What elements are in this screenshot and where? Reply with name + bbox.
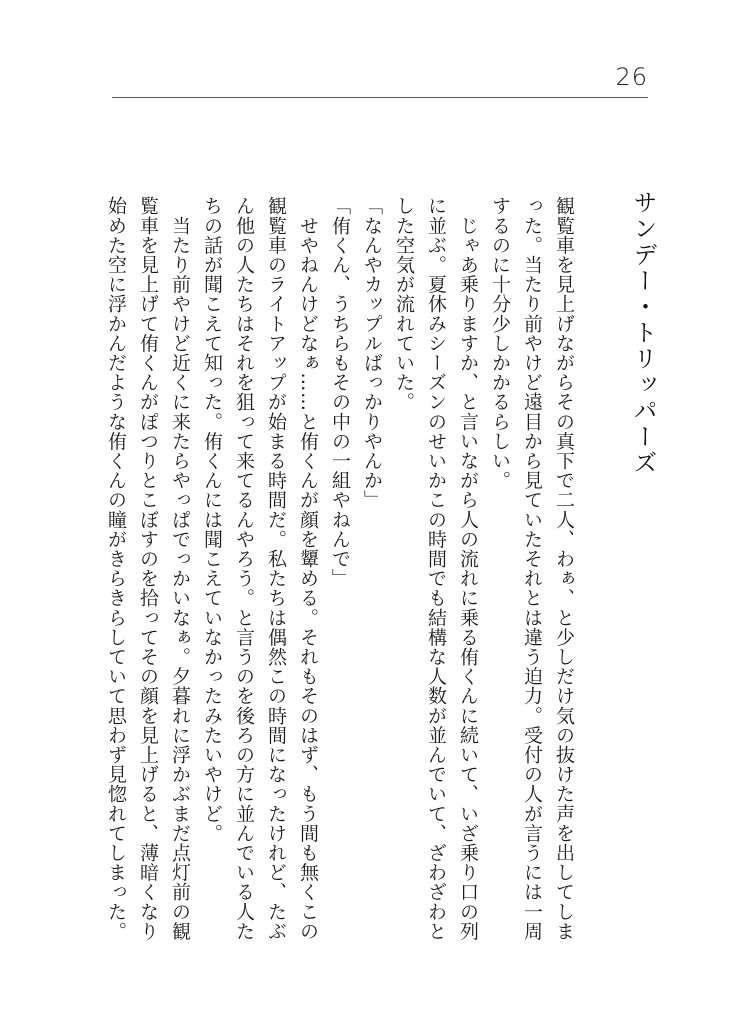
- paragraph: 当たり前やけど近くに来たらやっぱでっかいなぁ。夕暮れに浮かぶまだ点灯前の観覧車を見上げて侑くんがぽつりとこぼすのを拾ってその顔を見上げると、薄暗くなり始めた空に浮かんだような侑くんの瞳がきらきらしていて思わず見惚れてしまった。: [105, 196, 191, 941]
- body-text: [100, 196, 580, 956]
- dialogue-line: 「なんやカップルばっかりやんか」: [361, 196, 383, 510]
- page-number: 26: [615, 63, 648, 91]
- dialogue-line: 「侑くん、うちらもその中の一組やねんで」: [329, 196, 351, 588]
- paragraph: せやねんけどなぁ……と侑くんが顔を顰める。それもそのはず、もう間も無くこの観覧車のライトアップが始まる時間だ。私たちは偶然この時間になったけれど、たぶん他の人たちはそれを狙って来てるんやろう。と言うのを後ろの方に並んでいる人たちの話が聞こえて知った。侑くんには聞こえていなかったみたいやけど。: [201, 196, 319, 941]
- paragraph: 観覧車を見上げながらその真下で二人、わぁ、と少しだけ気の抜けた声を出してしまった。当たり前やけど遠目から見ていたそれとは違う迫力。受付の人が言うには一周するのに十分少しかかるらしい。: [489, 196, 575, 941]
- chapter-title: サンデー・トリッパーズ: [629, 190, 657, 476]
- header-rule: [112, 97, 648, 98]
- paragraph: じゃあ乗りますか、と言いながら人の流れに乗る侑くんに続いて、いざ乗り口の列に並ぶ。夏休みシーズンのせいかこの時間でも結構な人数が並んでいて、ざわざわとした空気が流れていた。: [393, 196, 479, 941]
